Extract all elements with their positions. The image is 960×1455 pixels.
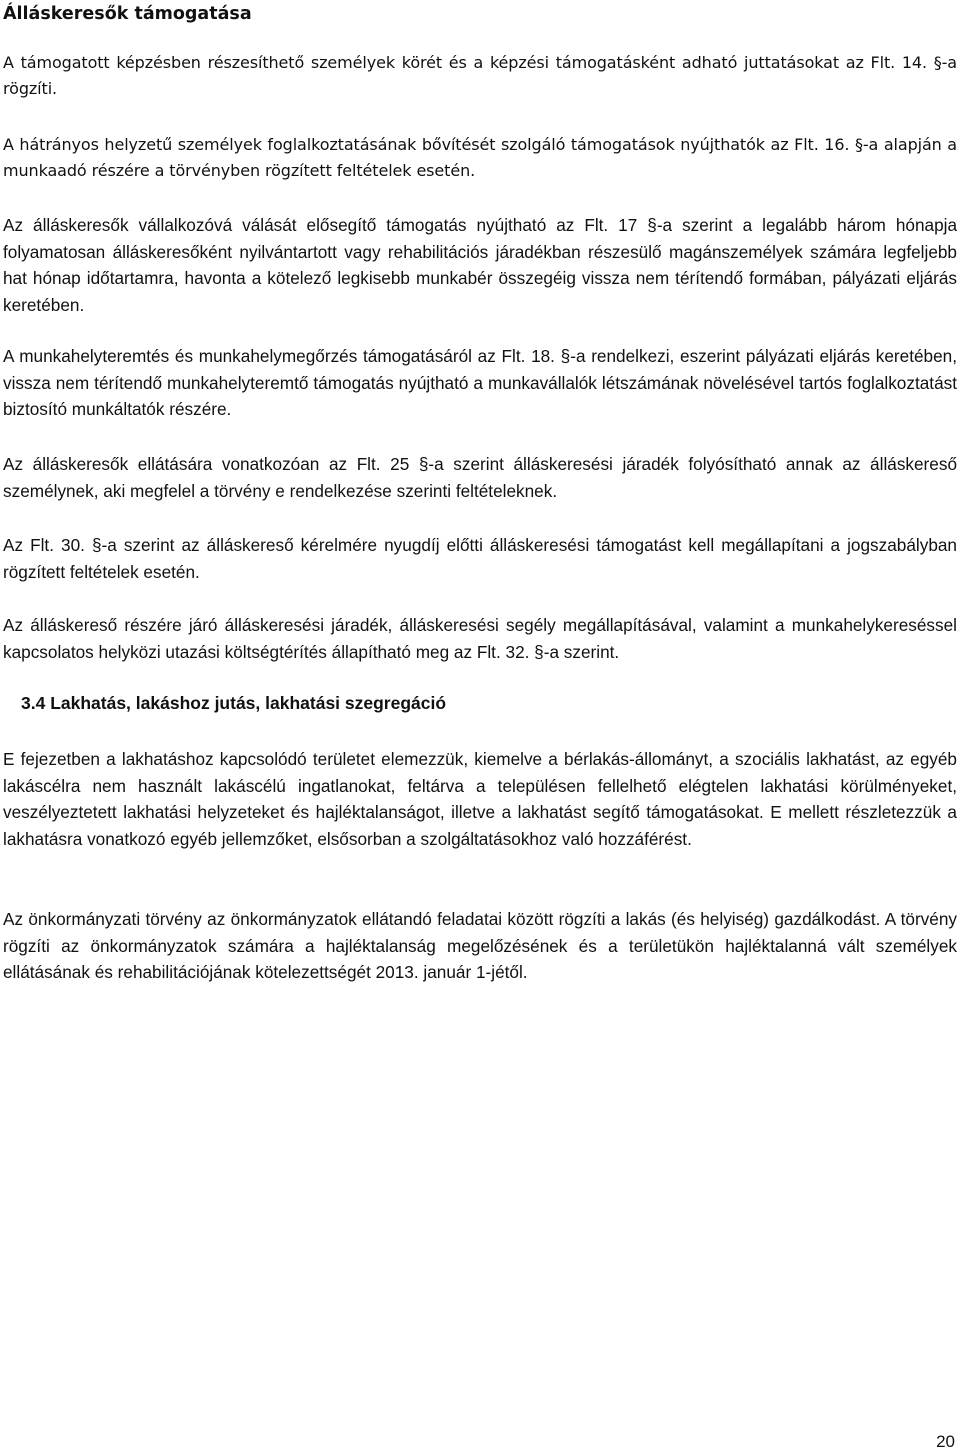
paragraph-entrepreneur-support: Az álláskeresők vállalkozóvá válását elősegítő támogatás nyújtható az Flt. 17 §-a szerint a legalább három hónapja folyamatosan álláskeresőként nyilvántartott vagy rehabilitációs járadékban részesülő magánszemélyek számára legfeljebb hat hónap időtartamra, havonta a kötelező legkisebb munkabér összegéig vissza nem térítendő formában, pályázati eljárás keretében. [3, 215, 957, 315]
paragraph-training-support: A támogatott képzésben részesíthető személyek körét és a képzési támogatásként adható juttatásokat az Flt. 14. §-a rögzíti. [3, 53, 957, 98]
paragraph-job-creation: A munkahelyteremtés és munkahelymegőrzés támogatásáról az Flt. 18. §-a rendelkezi, eszerint pályázati eljárás keretében, vissza nem térítendő munkahelyteremtő támogatás nyújtható a munkavállalók létszámának növelésével tartós foglalkoztatást biztosító munkáltatók részére. [3, 346, 957, 420]
paragraph-municipal-duties: Az önkormányzati törvény az önkormányzatok ellátandó feladatai között rögzíti a lakás (és helyiség) gazdálkodást. A törvény rögzíti az önkormányzatok számára a hajléktalanság megelőzésének és a területükön hajléktalanná vált személyek ellátásának és rehabilitációjának kötelezettségét 2013. január 1-jétől. [3, 909, 957, 983]
section-heading-housing: 3.4 Lakhatás, lakáshoz jutás, lakhatási szegregáció [21, 693, 447, 713]
page-heading: Álláskeresők támogatása [3, 4, 252, 24]
paragraph-pre-pension-support: Az Flt. 30. §-a szerint az álláskereső kérelmére nyugdíj előtti álláskeresési támogatást kell megállapítani a jogszabályban rögzített feltételek esetén. [3, 535, 957, 582]
paragraph-disadvantaged-employment: A hátrányos helyzetű személyek foglalkoztatásának bővítését szolgáló támogatások nyújthatók az Flt. 16. §-a alapján a munkaadó részére a törvényben rögzített feltételek esetén. [3, 135, 957, 180]
paragraph-jobseeker-allowance: Az álláskeresők ellátására vonatkozóan az Flt. 25 §-a szerint álláskeresési járadék folyósítható annak az álláskereső személynek, aki megfelel a törvény e rendelkezése szerinti feltételeknek. [3, 454, 957, 501]
page-number: 20 [936, 1432, 955, 1451]
paragraph-travel-reimbursement: Az álláskereső részére járó álláskeresési járadék, álláskeresési segély megállapításával, valamint a munkahelykereséssel kapcsolatos helyközi utazási költségtérítés állapítható meg az Flt. 32. §-a szerint. [3, 615, 957, 662]
paragraph-housing-overview: E fejezetben a lakhatáshoz kapcsolódó területet elemezzük, kiemelve a bérlakás-állományt, a szociális lakhatást, az egyéb lakáscélra nem használt lakáscélú ingatlanokat, feltárva a településen fellelhető elégtelen lakhatási körülményeket, veszélyeztetett lakhatási helyzeteket és hajléktalanságot, illetve a lakhatást segítő támogatásokat. E mellett részletezzük a lakhatásra vonatkozó egyéb jellemzőket, elsősorban a szolgáltatásokhoz való hozzáférést. [3, 749, 957, 849]
